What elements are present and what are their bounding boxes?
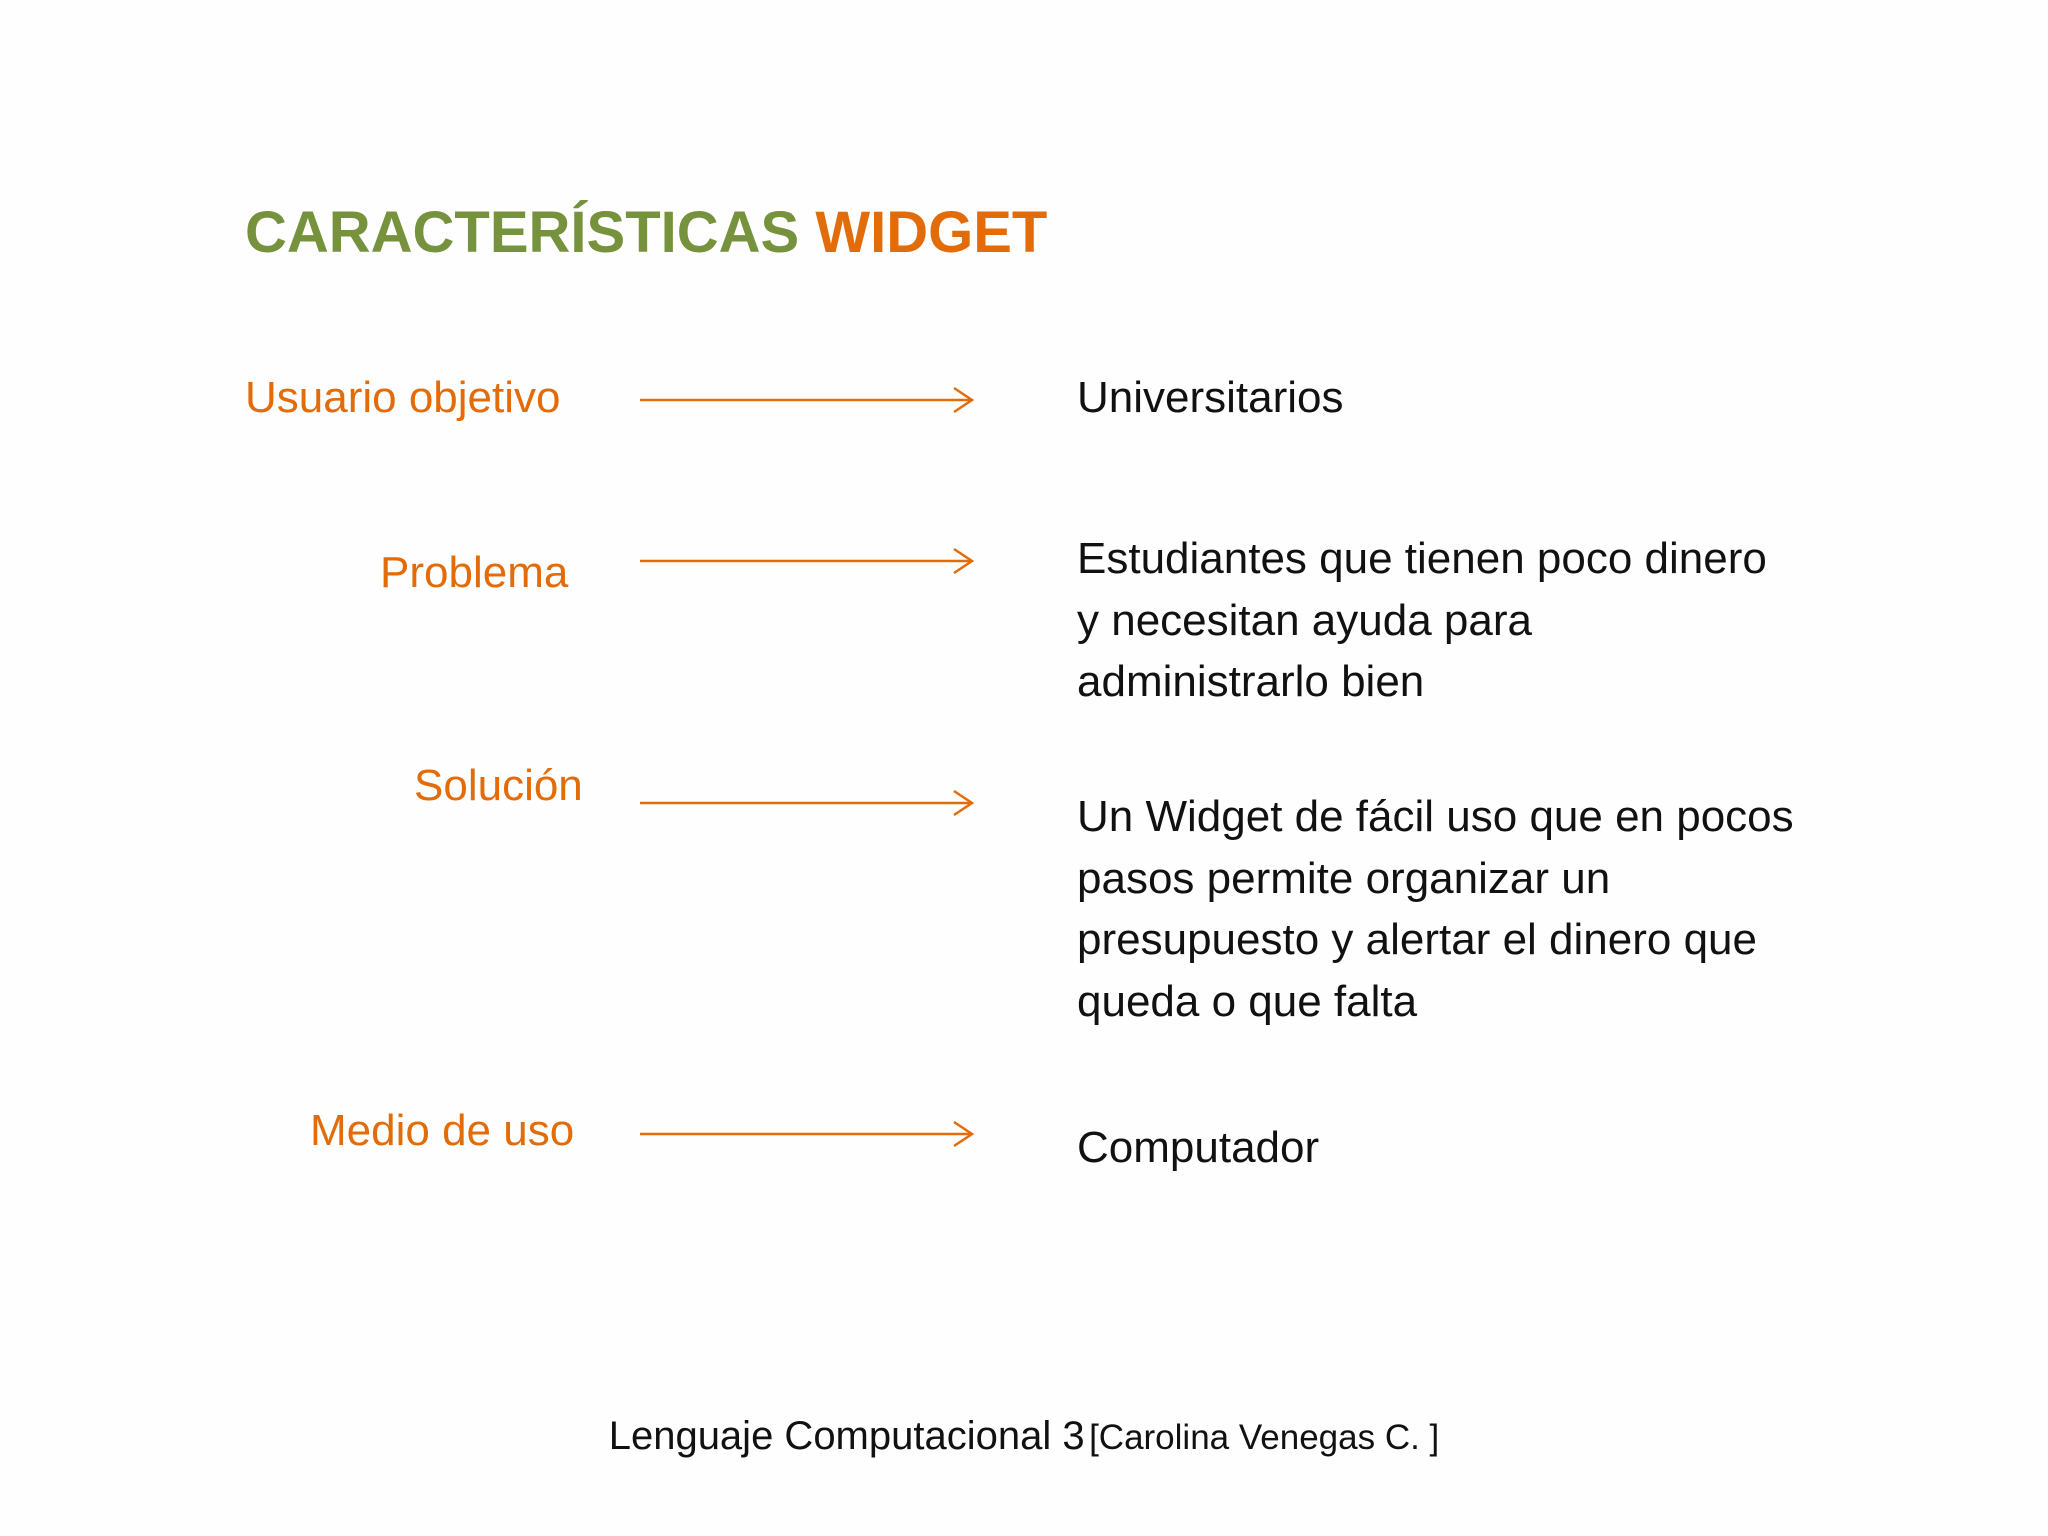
footer-course: Lenguaje Computacional 3 <box>608 1414 1085 1458</box>
label-solucion: Solución <box>414 761 583 810</box>
slide-title <box>245 198 1047 268</box>
arrow-right-icon <box>638 545 978 577</box>
title-part-widget: WIDGET <box>815 200 1048 265</box>
value-usuario-objetivo: Universitarios <box>1077 373 1344 422</box>
title-part-caracteristicas: CARACTERÍSTICAS <box>245 200 800 265</box>
label-problema: Problema <box>380 548 569 597</box>
slide-footer <box>0 1414 2048 1459</box>
label-usuario-objetivo: Usuario objetivo <box>245 373 561 422</box>
arrow-right-icon <box>638 1118 978 1150</box>
arrow-right-icon <box>638 384 978 416</box>
arrow-right-icon <box>638 787 978 819</box>
value-medio-de-uso: Computador <box>1077 1123 1320 1172</box>
value-problema: Estudiantes que tienen poco dinero y necesitan ayuda para administrarlo bien <box>1077 534 1767 706</box>
value-solucion: Un Widget de fácil uso que en pocos pasos permite organizar un presupuesto y alertar el dinero que queda o que falta <box>1077 792 1794 1026</box>
label-medio-de-uso: Medio de uso <box>310 1106 575 1155</box>
footer-author: [Carolina Venegas C. ] <box>1089 1418 1440 1457</box>
